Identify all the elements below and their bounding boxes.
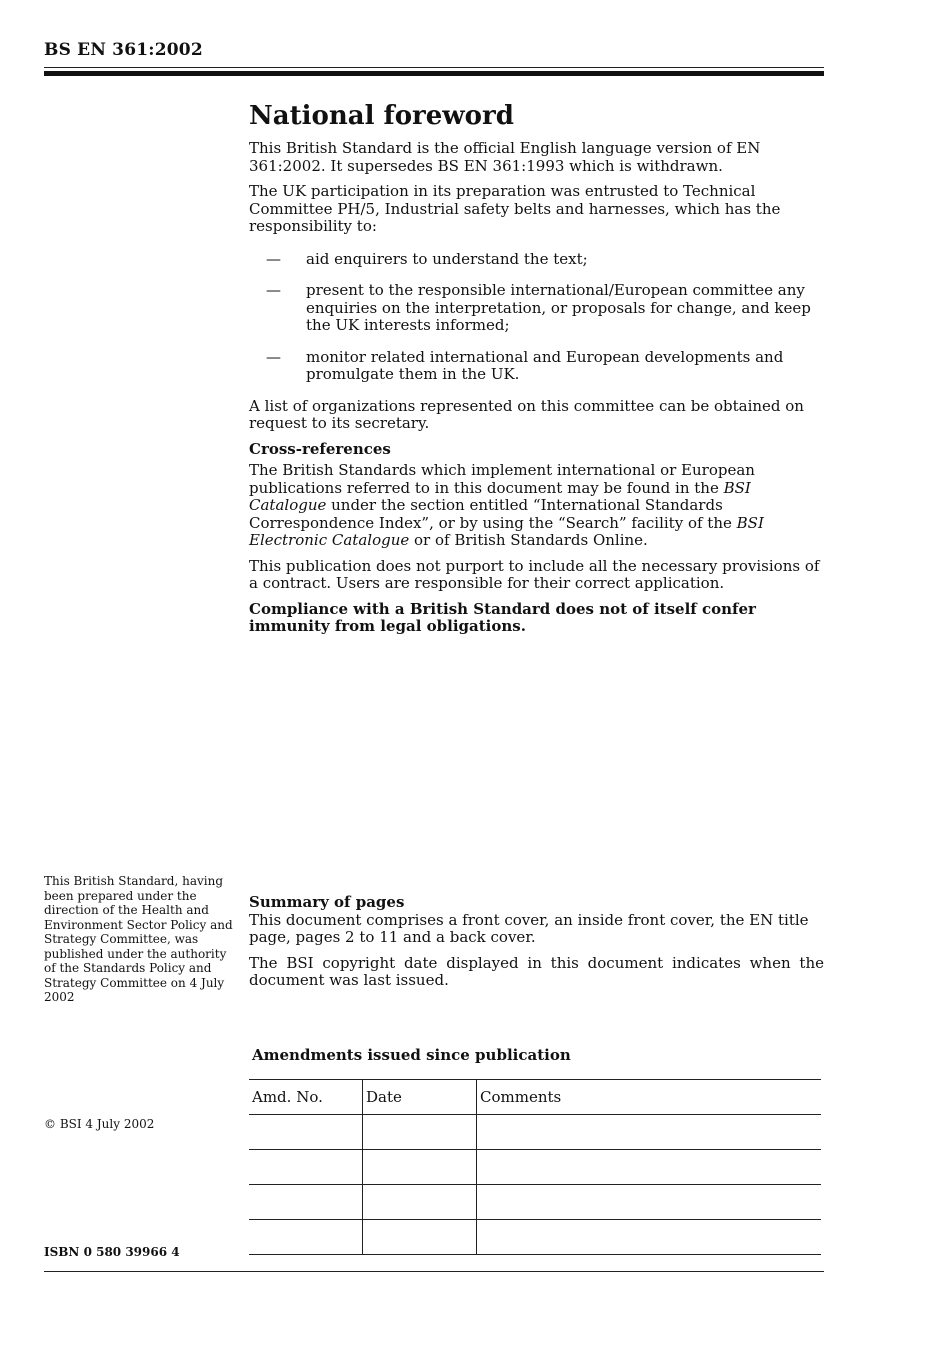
- footer-rule: [44, 1271, 824, 1272]
- table-cell: [477, 1115, 822, 1150]
- table-row: [249, 1115, 821, 1150]
- table-cell: [249, 1150, 363, 1185]
- dash-bullet: —: [266, 249, 281, 268]
- copyright-date-note: The BSI copyright date displayed in this document indicates when the document was last issued.: [249, 953, 824, 989]
- summary-text: This document comprises a front cover, an inside front cover, the EN title page, pages 2 to 11 and a back cover.: [249, 910, 809, 946]
- table-row: [249, 1185, 821, 1220]
- compliance-note: Compliance with a British Standard does not of itself confer immunity from legal obligations.: [249, 599, 756, 635]
- catalogue-title: BSI Catalogue: [249, 478, 751, 514]
- foreword-body: [249, 140, 824, 644]
- table-cell: [249, 1185, 363, 1220]
- list-item: [249, 251, 824, 269]
- list-item: [249, 349, 824, 384]
- dash-bullet: —: [266, 281, 281, 299]
- summary-heading: Summary of pages: [249, 893, 405, 911]
- table-row: [249, 1220, 821, 1255]
- list-item-text: aid enquirers to understand the text;: [306, 249, 588, 268]
- table-cell: [249, 1115, 363, 1150]
- table-header-row: [249, 1080, 821, 1115]
- summary-of-pages: [249, 894, 824, 998]
- text-span: The British Standards which implement international or European publications referred to in this document may be found in the: [249, 461, 755, 497]
- table-cell: [477, 1185, 822, 1220]
- header-rule-thin: [44, 67, 824, 68]
- page-title: National foreword: [249, 101, 514, 131]
- cross-references-heading: Cross-references: [249, 439, 391, 458]
- table-cell: [477, 1150, 822, 1185]
- list-item-text: monitor related international and European developments and promulgate them in the UK.: [306, 347, 784, 383]
- dash-bullet: —: [266, 347, 281, 366]
- header-rule-thick: [44, 71, 824, 76]
- electronic-catalogue-title: BSI Electronic Catalogue: [249, 513, 764, 549]
- table-cell: [363, 1220, 477, 1255]
- column-header-comments: Comments: [477, 1080, 822, 1115]
- approval-note: This British Standard, having been prepared under the direction of the Health and Environment Sector Policy and Strategy Committee, was published under the authority of the Standards Policy and Strategy Committee on 4 July 2002: [44, 874, 233, 1004]
- table-cell: [249, 1220, 363, 1255]
- committee-note: A list of organizations represented on this committee can be obtained on request to its secretary.: [249, 396, 804, 432]
- list-item-text: present to the responsible international/European committee any enquiries on the interpretation, or proposals for change, and keep the UK interests informed;: [306, 281, 811, 334]
- intro-paragraph: The UK participation in its preparation was entrusted to Technical Committee PH/5, Industrial safety belts and harnesses, which has the responsibility to:: [249, 182, 781, 235]
- responsibility-list: [249, 251, 824, 384]
- text-span: under the section entitled “International Standards Correspondence Index”, or by using the “Search” facility of the: [249, 496, 737, 532]
- column-header-date: Date: [363, 1080, 477, 1115]
- cross-references-text: [249, 462, 824, 550]
- amendments-title: Amendments issued since publication: [252, 1046, 571, 1064]
- isbn: ISBN 0 580 39966 4: [44, 1245, 180, 1259]
- table-row: [249, 1150, 821, 1185]
- list-item: [249, 282, 824, 335]
- contract-note: This publication does not purport to include all the necessary provisions of a contract. Users are responsible for their correct application.: [249, 556, 820, 592]
- table-cell: [363, 1115, 477, 1150]
- table-cell: [477, 1220, 822, 1255]
- amendments-table: [249, 1079, 821, 1255]
- text-span: or of British Standards Online.: [409, 531, 648, 549]
- document-id: BS EN 361:2002: [44, 40, 203, 60]
- intro-paragraph: This British Standard is the official English language version of EN 361:2002. It supersedes BS EN 361:1993 which is withdrawn.: [249, 139, 761, 175]
- copyright-notice: © BSI 4 July 2002: [44, 1117, 155, 1131]
- table-cell: [363, 1185, 477, 1220]
- table-cell: [363, 1150, 477, 1185]
- column-header-amd-no: Amd. No.: [249, 1080, 363, 1115]
